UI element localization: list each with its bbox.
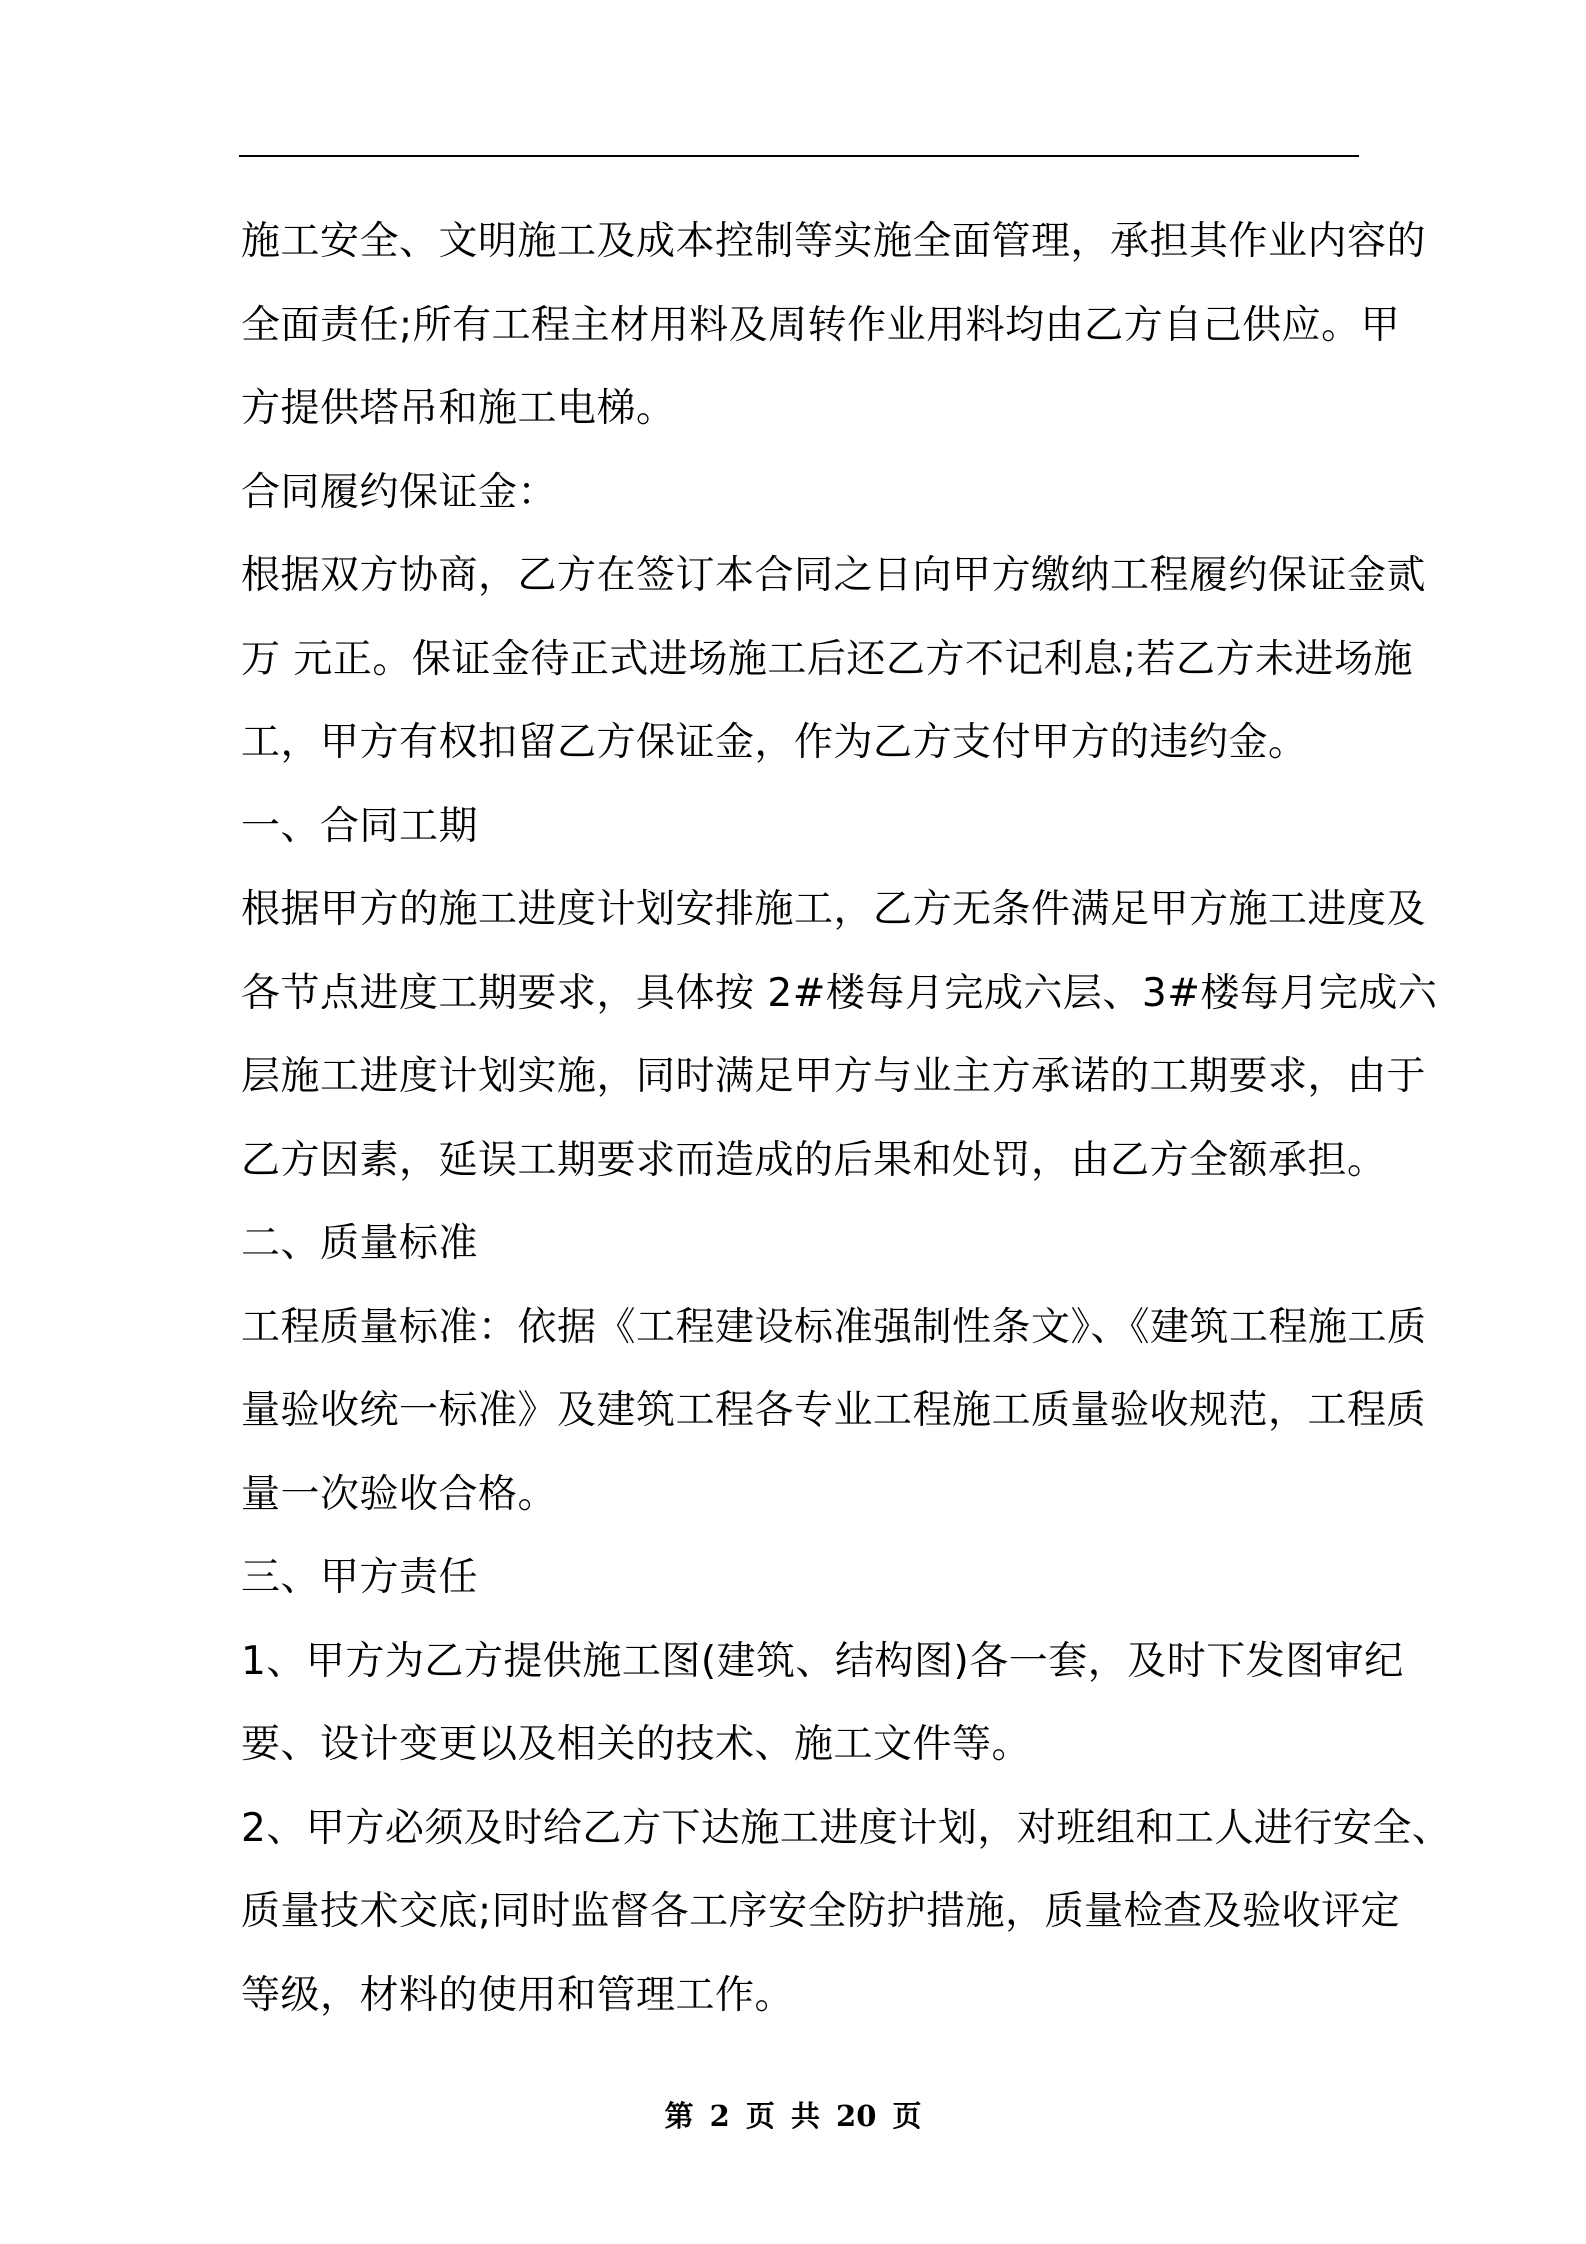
header-rule (239, 155, 1359, 157)
text-line: 万 元正。保证金待正式进场施工后还乙方不记利息;若乙方未进场施 (241, 636, 1414, 682)
page-number: 第 2 页 共 20 页 (664, 2099, 922, 2133)
text-line: 各节点进度工期要求，具体按 2#楼每月完成六层、3#楼每月完成六 (241, 970, 1438, 1016)
text-line: 全面责任;所有工程主材用料及周转作业用料均由乙方自己供应。甲 (241, 302, 1401, 348)
text-line: 工，甲方有权扣留乙方保证金，作为乙方支付甲方的违约金。 (241, 720, 1308, 765)
text-line: 乙方因素，延误工期要求而造成的后果和处罚，由乙方全额承担。 (241, 1137, 1387, 1183)
section-heading: 一、合同工期 (241, 803, 479, 849)
text-line: 根据甲方的施工进度计划安排施工，乙方无条件满足甲方施工进度及 (241, 887, 1427, 932)
section-heading: 三、甲方责任 (241, 1555, 479, 1600)
text-line: 量一次验收合格。 (241, 1471, 558, 1517)
text-line: 1、甲方为乙方提供施工图(建筑、结构图)各一套，及时下发图审纪 (241, 1638, 1404, 1684)
text-line: 层施工进度计划实施，同时满足甲方与业主方承诺的工期要求，由于 (241, 1054, 1427, 1099)
text-line: 等级，材料的使用和管理工作。 (241, 1972, 795, 2018)
document-body (241, 200, 1452, 2037)
section-heading: 二、质量标准 (241, 1221, 479, 1266)
text-line: 工程质量标准：依据《工程建设标准强制性条文》、《建筑工程施工质 (241, 1304, 1427, 1350)
text-line: 量验收统一标准》及建筑工程各专业工程施工质量验收规范，工程质 (241, 1388, 1427, 1433)
text-line: 要、设计变更以及相关的技术、施工文件等。 (241, 1722, 1032, 1767)
text-line: 根据双方协商，乙方在签订本合同之日向甲方缴纳工程履约保证金贰 (241, 553, 1427, 598)
section-label: 合同履约保证金： (241, 469, 558, 515)
text-line: 2、甲方必须及时给乙方下达施工进度计划，对班组和工人进行安全、 (241, 1805, 1452, 1851)
text-line: 施工安全、文明施工及成本控制等实施全面管理，承担其作业内容的 (241, 219, 1427, 264)
text-line: 质量技术交底;同时监督各工序安全防护措施，质量检查及验收评定 (241, 1889, 1401, 1934)
text-line: 方提供塔吊和施工电梯。 (241, 386, 676, 431)
